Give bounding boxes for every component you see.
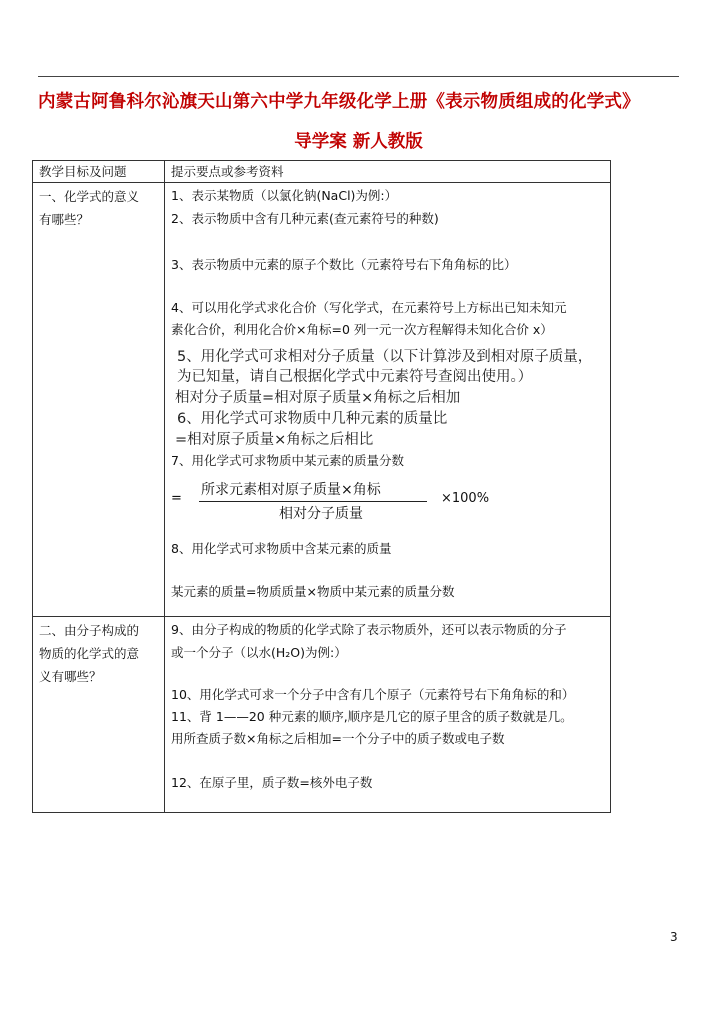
formula-denominator: 相对分子质量 bbox=[279, 506, 363, 522]
formula-numerator: 所求元素相对原子质量×角标 bbox=[201, 482, 381, 498]
table-row bbox=[33, 617, 611, 813]
mass-fraction-formula bbox=[171, 479, 501, 523]
hint-line: 5、用化学式可求相对分子质量（以下计算涉及到相对原子质量， bbox=[177, 349, 593, 365]
hint-line: 相对分子质量=相对原子质量×角标之后相加 bbox=[175, 390, 461, 406]
hint-line: 12、在原子里，质子数=核外电子数 bbox=[171, 775, 373, 790]
hints-cell-2 bbox=[165, 617, 611, 813]
question-text: 一、化学式的意义 bbox=[39, 189, 140, 204]
page-number: 3 bbox=[670, 930, 678, 944]
hint-line: 7、用化学式可求物质中某元素的质量分数 bbox=[171, 453, 404, 468]
hint-line: 为已知量，请自己根据化学式中元素符号查阅出使用。） bbox=[177, 369, 533, 385]
formula-percent: ×100% bbox=[441, 491, 490, 506]
hint-line: 11、背 1——20 种元素的顺序,顺序是几它的原子里含的质子数就是几。 bbox=[171, 709, 573, 724]
question-cell-1 bbox=[33, 183, 165, 617]
hints-cell-1 bbox=[165, 183, 611, 617]
document-subtitle: 导学案 新人教版 bbox=[294, 132, 423, 152]
guide-table bbox=[32, 160, 611, 813]
hint-line: 8、用化学式可求物质中含某元素的质量 bbox=[171, 541, 392, 556]
hint-line: 6、用化学式可求物质中几种元素的质量比 bbox=[177, 411, 448, 427]
hint-line: =相对原子质量×角标之后相比 bbox=[175, 432, 374, 448]
hint-line: 2、表示物质中含有几种元素(查元素符号的种数) bbox=[171, 211, 439, 226]
header-rule bbox=[38, 76, 679, 77]
hint-line: 9、由分子构成的物质的化学式除了表示物质外，还可以表示物质的分子 bbox=[171, 622, 567, 637]
question-text: 有哪些？ bbox=[39, 212, 90, 227]
question-text: 二、由分子构成的 bbox=[39, 623, 140, 638]
header-goals: 教学目标及问题 bbox=[33, 161, 165, 183]
hint-line: 素化合价，利用化合价×角标=0 列一元一次方程解得未知化合价 x） bbox=[171, 322, 553, 337]
hint-line: 1、表示某物质（以氯化钠(NaCl)为例:） bbox=[171, 188, 398, 203]
question-cell-2 bbox=[33, 617, 165, 813]
header-hints: 提示要点或参考资料 bbox=[165, 161, 611, 183]
hint-line: 3、表示物质中元素的原子个数比（元素符号右下角角标的比） bbox=[171, 257, 517, 272]
table-header-row bbox=[33, 161, 611, 183]
hint-line: 某元素的质量=物质质量×物质中某元素的质量分数 bbox=[171, 584, 455, 599]
hint-line: 或一个分子（以水(H₂O)为例:） bbox=[171, 645, 347, 660]
question-text: 物质的化学式的意 bbox=[39, 646, 140, 661]
question-text: 义有哪些？ bbox=[39, 669, 102, 684]
hint-line: 4、可以用化学式求化合价（写化学式，在元素符号上方标出已知未知元 bbox=[171, 300, 567, 315]
hint-line: 用所查质子数×角标之后相加=一个分子中的质子数或电子数 bbox=[171, 731, 505, 746]
fraction-bar bbox=[199, 501, 427, 502]
hint-line: 10、用化学式可求一个分子中含有几个原子（元素符号右下角角标的和） bbox=[171, 687, 575, 702]
document-title: 内蒙古阿鲁科尔沁旗天山第六中学九年级化学上册《表示物质组成的化学式》 bbox=[38, 92, 640, 112]
table-row bbox=[33, 183, 611, 617]
formula-equals: = bbox=[171, 491, 182, 506]
